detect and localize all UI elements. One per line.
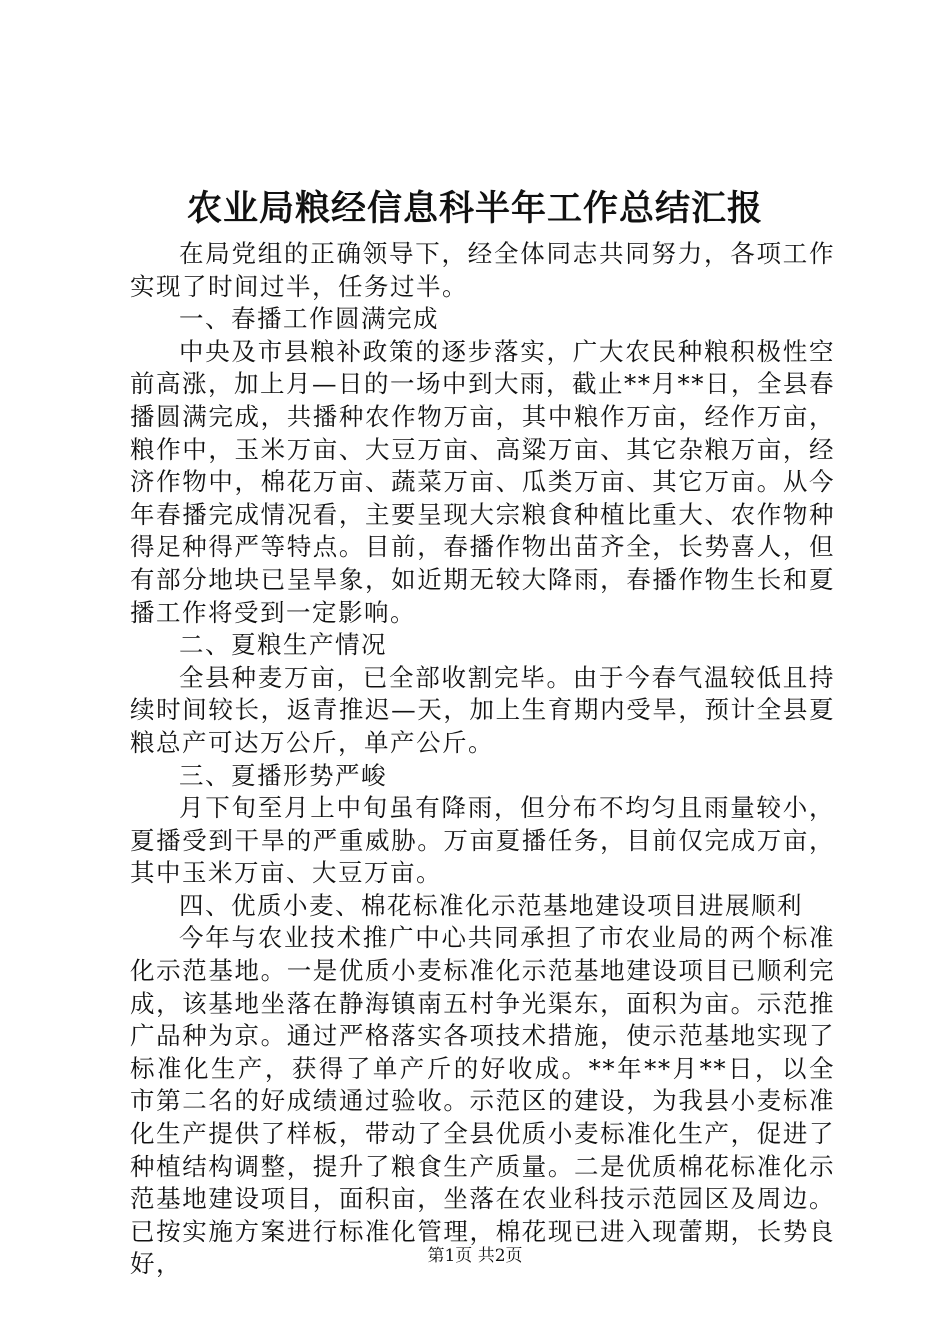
page-number-footer: 第1页 共2页 xyxy=(427,1246,523,1266)
paragraph-intro: 在局党组的正确领导下，经全体同志共同努力，各项工作实现了时间过半，任务过半。 xyxy=(130,239,835,301)
section-heading-1: 一、春播工作圆满完成 xyxy=(179,304,439,334)
paragraph-spring-sowing: 中央及市县粮补政策的逐步落实，广大农民种粮积极性空前高涨，加上月—日的一场中到大雨，截止**月**日，全县春播圆满完成，共播种农作物万亩，其中粮作万亩，经作万亩，粮作中，玉米万亩、大豆万亩、高粱万亩、其它杂粮万亩，经济作物中，棉花万亩、蔬菜万亩、瓜类万亩、其它万亩。从今年春播完成情况看，主要呈现大宗粮食种植比重大、农作物种得足种得严等特点。目前，春播作物出苗齐全，长势喜人，但有部分地块已呈旱象，如近期无较大降雨，春播作物生长和夏播工作将受到一定影响。 xyxy=(130,336,835,627)
document-body xyxy=(130,238,835,1281)
paragraph-summer-sowing: 月下旬至月上中旬虽有降雨，但分布不均匀且雨量较小，夏播受到干旱的严重威胁。万亩夏播任务，目前仅完成万亩，其中玉米万亩、大豆万亩。 xyxy=(130,793,835,888)
document-title: 农业局粮经信息科半年工作总结汇报 xyxy=(186,188,763,229)
section-heading-2: 二、夏粮生产情况 xyxy=(179,630,387,660)
section-heading-3: 三、夏播形势严峻 xyxy=(179,760,387,790)
paragraph-demo-base: 今年与农业技术推广中心共同承担了市农业局的两个标准化示范基地。一是优质小麦标准化示范基地建设项目已顺利完成，该基地坐落在静海镇南五村争光渠东，面积为亩。示范推广品种为京。通过严格落实各项技术措施，使示范基地实现了标准化生产，获得了单产斤的好收成。**年**月**日，以全市第二名的好成绩通过验收。示范区的建设，为我县小麦标准化生产提供了样板，带动了全县优质小麦标准化生产，促进了种植结构调整，提升了粮食生产质量。二是优质棉花标准化示范基地建设项目，面积亩，坐落在农业科技示范园区及周边。已按实施方案进行标准化管理，棉花现已进入现蕾期，长势良好， xyxy=(130,923,835,1279)
section-heading-4: 四、优质小麦、棉花标准化示范基地建设项目进展顺利 xyxy=(179,890,803,920)
paragraph-summer-grain: 全县种麦万亩，已全部收割完毕。由于今春气温较低且持续时间较长，返青推迟—天，加上生育期内受旱，预计全县夏粮总产可达万公斤，单产公斤。 xyxy=(130,662,835,757)
